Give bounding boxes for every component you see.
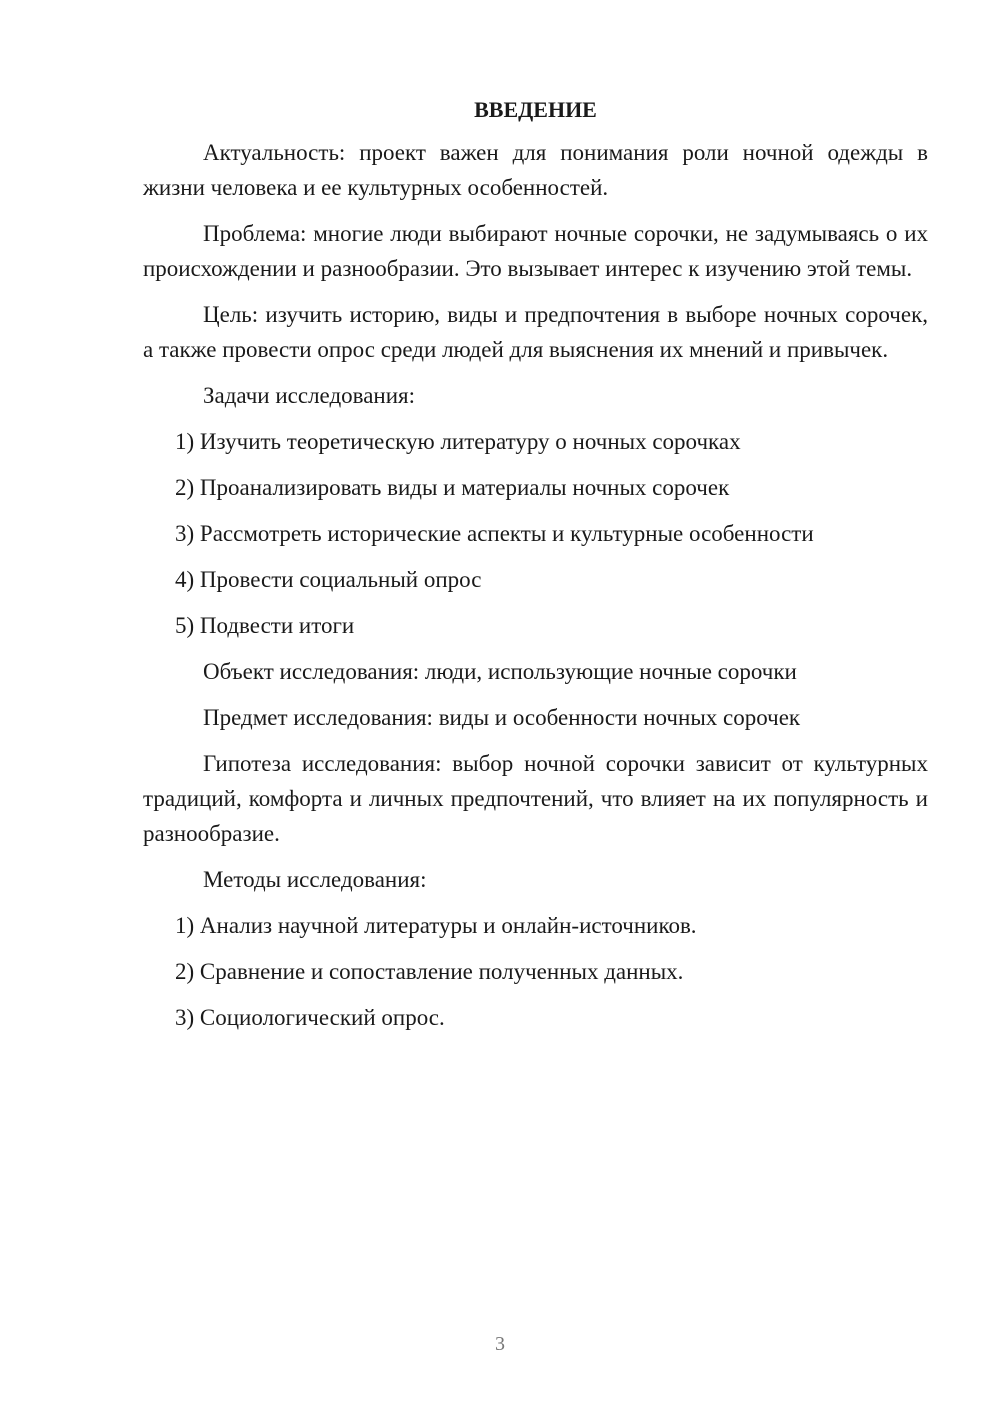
research-subject: Предмет исследования: виды и особенности ночных сорочек bbox=[203, 705, 801, 730]
list-item: 4) Провести социальный опрос bbox=[175, 567, 482, 592]
list-item: 1) Анализ научной литературы и онлайн-источников. bbox=[175, 913, 697, 938]
list-item: 2) Сравнение и сопоставление полученных данных. bbox=[175, 959, 684, 984]
problem-paragraph: Проблема: многие люди выбирают ночные сорочки, не задумываясь о их происхождении и разнообразии. Это вызывает интерес к изучению этой темы. bbox=[143, 221, 928, 281]
methods-heading: Методы исследования: bbox=[203, 867, 427, 892]
relevance-paragraph: Актуальность: проект важен для понимания роли ночной одежды в жизни человека и ее культурных особенностей. bbox=[143, 140, 928, 200]
tasks-heading: Задачи исследования: bbox=[203, 383, 416, 408]
list-item: 2) Проанализировать виды и материалы ночных сорочек bbox=[175, 475, 730, 500]
methods-list bbox=[143, 908, 928, 1035]
hypothesis-paragraph: Гипотеза исследования: выбор ночной сорочки зависит от культурных традиций, комфорта и личных предпочтений, что влияет на их популярность и разнообразие. bbox=[143, 751, 928, 846]
research-object: Объект исследования: люди, использующие ночные сорочки bbox=[203, 659, 797, 684]
tasks-list bbox=[143, 424, 928, 643]
list-item: 3) Социологический опрос. bbox=[175, 1005, 445, 1030]
list-item: 1) Изучить теоретическую литературу о ночных сорочках bbox=[175, 429, 741, 454]
list-item: 5) Подвести итоги bbox=[175, 613, 355, 638]
page-number: 3 bbox=[495, 1333, 505, 1355]
goal-paragraph: Цель: изучить историю, виды и предпочтения в выборе ночных сорочек, а также провести опрос среди людей для выяснения их мнений и привычек. bbox=[143, 302, 928, 362]
list-item: 3) Рассмотреть исторические аспекты и культурные особенности bbox=[175, 521, 814, 546]
document-page bbox=[143, 94, 928, 1046]
page-title: ВВЕДЕНИЕ bbox=[474, 97, 597, 122]
